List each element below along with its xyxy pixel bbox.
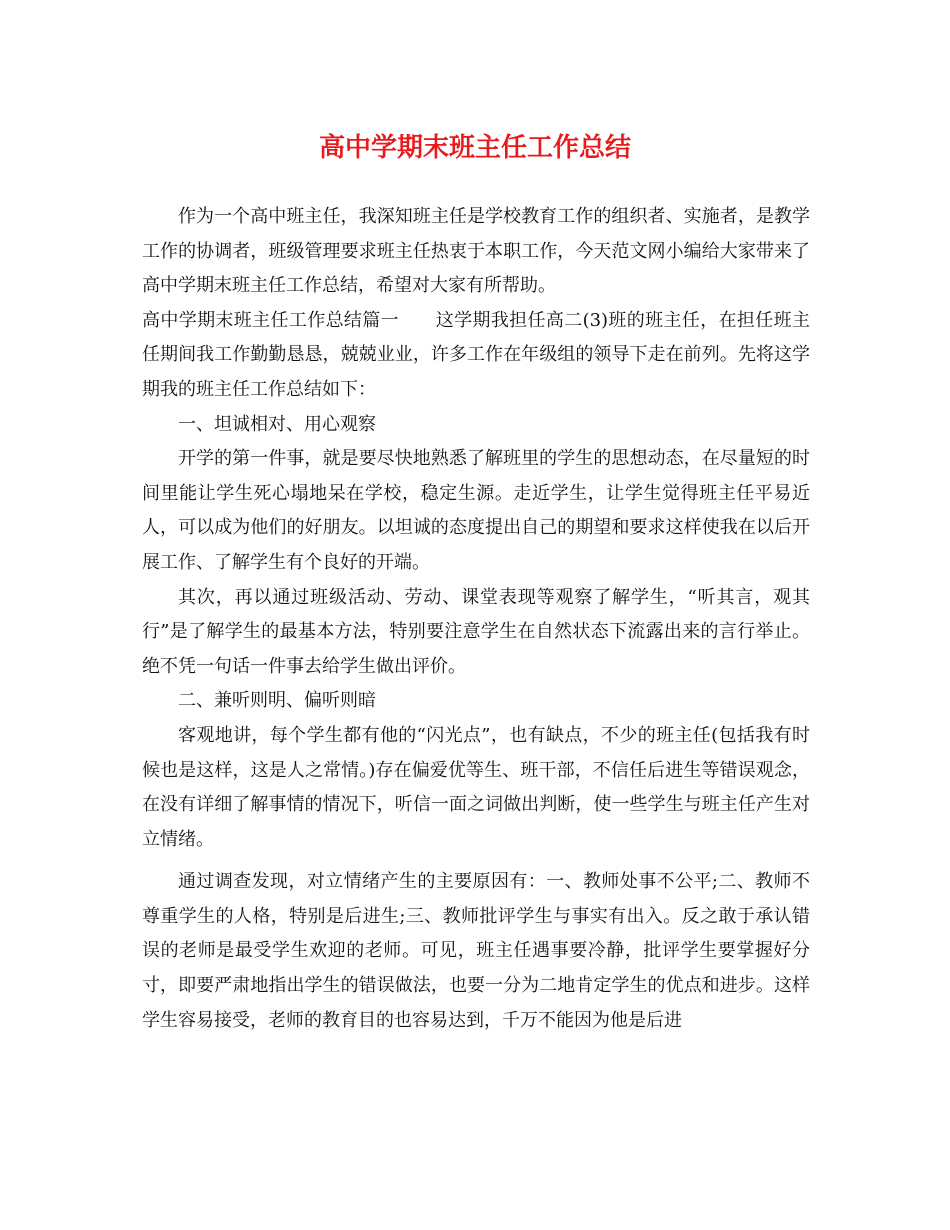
body-paragraph: 客观地讲，每个学生都有他的“闪光点”，也有缺点，不少的班主任(包括我有时候也是这样，这是人之常情。)存在偏爱优等生、班干部，不信任后进生等错误观念，在没有详细了解事情的情况下，听信一面之词做出判断，使一些学生与班主任产生对立情绪。	[142, 724, 810, 850]
document-title: 高中学期末班主任工作总结	[318, 133, 631, 163]
document-body	[142, 200, 810, 1038]
section-heading-2: 二、兼听则明、偏听则暗	[178, 690, 376, 712]
intro-paragraph: 作为一个高中班主任，我深知班主任是学校教育工作的组织者、实施者，是教学工作的协调者，班级管理要求班主任热衷于本职工作，今天范文网小编给大家带来了高中学期末班主任工作总结，希望对大家有所帮助。	[142, 206, 810, 297]
body-paragraph: 开学的第一件事，就是要尽快地熟悉了解班里的学生的思想动态，在尽量短的时间里能让学生死心塌地呆在学校，稳定生源。走近学生，让学生觉得班主任平易近人，可以成为他们的好朋友。以坦诚的态度提出自己的期望和要求这样使我在以后开展工作、了解学生有个良好的开端。	[142, 448, 810, 573]
body-paragraph: 其次，再以通过班级活动、劳动、课堂表现等观察了解学生，“听其言，观其行”是了解学生的最基本方法，特别要注意学生在自然状态下流露出来的言行举止。绝不凭一句话一件事去给学生做出评价。	[142, 586, 810, 677]
section-one-intro-paragraph: 高中学期末班主任工作总结篇一 这学期我担任高二(3)班的班主任，在担任班主任期间我工作勤勤恳恳，兢兢业业，许多工作在年级组的领导下走在前列。先将这学期我的班主任工作总结如下：	[142, 309, 810, 400]
body-paragraph: 通过调查发现，对立情绪产生的主要原因有：一、教师处事不公平;二、教师不尊重学生的人格，特别是后进生;三、教师批评学生与事实有出入。反之敢于承认错误的老师是最受学生欢迎的老师。可见，班主任遇事要冷静，批评学生要掌握好分寸，即要严肃地指出学生的错误做法，也要一分为二地肯定学生的优点和进步。这样学生容易接受，老师的教育目的也容易达到，千万不能因为他是后进	[142, 871, 810, 1031]
section-heading-1: 一、坦诚相对、用心观察	[178, 413, 376, 435]
